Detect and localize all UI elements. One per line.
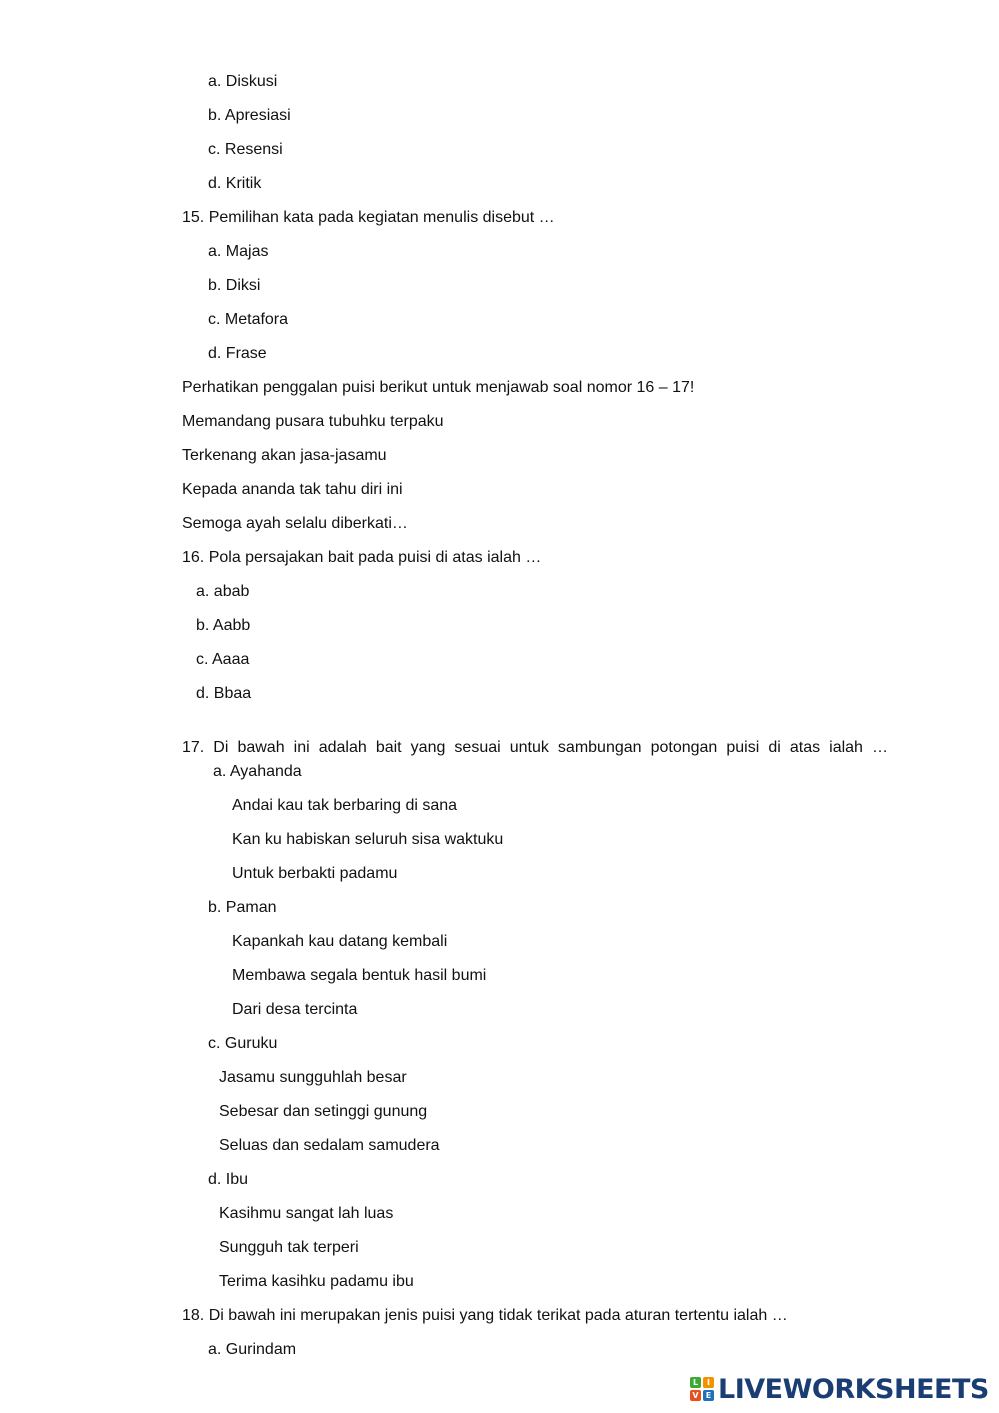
option-text-line: Membawa segala bentuk hasil bumi [232, 967, 487, 984]
option-text-line: Untuk berbakti padamu [232, 865, 398, 882]
poem-line: Memandang pusara tubuhku terpaku [182, 413, 444, 430]
poem-line: Kepada ananda tak tahu diri ini [182, 481, 403, 498]
logo-wordmark: LIVEWORKSHEETS [718, 1373, 989, 1405]
option-text-line: Terima kasihku padamu ibu [219, 1273, 414, 1290]
option-text-line: Jasamu sungguhlah besar [219, 1069, 407, 1086]
option-14a: a. Diskusi [208, 73, 278, 90]
liveworksheets-mark-icon: L I V E [690, 1377, 714, 1401]
option-17d: d. Ibu [208, 1171, 249, 1188]
option-17c: c. Guruku [208, 1035, 278, 1052]
option-text-line: Kapankah kau datang kembali [232, 933, 448, 950]
option-text-line: Sungguh tak terperi [219, 1239, 359, 1256]
option-text-line: Kan ku habiskan seluruh sisa waktuku [232, 831, 504, 848]
option-15a: a. Majas [208, 243, 269, 260]
option-text-line: Seluas dan sedalam samudera [219, 1137, 440, 1154]
option-14b: b. Apresiasi [208, 107, 291, 124]
question-17: 17. Di bawah ini adalah bait yang sesuai untuk sambungan potongan puisi di atas ialah … [182, 739, 888, 756]
option-18a: a. Gurindam [208, 1341, 297, 1358]
poem-line: Terkenang akan jasa-jasamu [182, 447, 387, 464]
poem-line: Semoga ayah selalu diberkati… [182, 515, 408, 532]
option-text-line: Dari desa tercinta [232, 1001, 358, 1018]
option-15c: c. Metafora [208, 311, 289, 328]
option-16c: c. Aaaa [196, 651, 250, 668]
question-15: 15. Pemilihan kata pada kegiatan menulis disebut … [182, 209, 555, 226]
option-15d: d. Frase [208, 345, 267, 362]
question-16: 16. Pola persajakan bait pada puisi di atas ialah … [182, 549, 542, 566]
option-text-line: Andai kau tak berbaring di sana [232, 797, 458, 814]
option-text-line: Kasihmu sangat lah luas [219, 1205, 394, 1222]
option-16a: a. abab [196, 583, 250, 600]
liveworksheets-logo[interactable] [690, 1374, 989, 1404]
poem-instruction: Perhatikan penggalan puisi berikut untuk menjawab soal nomor 16 – 17! [182, 379, 695, 396]
option-17a: a. Ayahanda [213, 763, 302, 780]
option-16b: b. Aabb [196, 617, 251, 634]
option-14c: c. Resensi [208, 141, 283, 158]
option-text-line: Sebesar dan setinggi gunung [219, 1103, 428, 1120]
option-17b: b. Paman [208, 899, 277, 916]
option-15b: b. Diksi [208, 277, 261, 294]
question-18: 18. Di bawah ini merupakan jenis puisi yang tidak terikat pada aturan tertentu ialah … [182, 1307, 788, 1324]
option-16d: d. Bbaa [196, 685, 252, 702]
option-14d: d. Kritik [208, 175, 262, 192]
